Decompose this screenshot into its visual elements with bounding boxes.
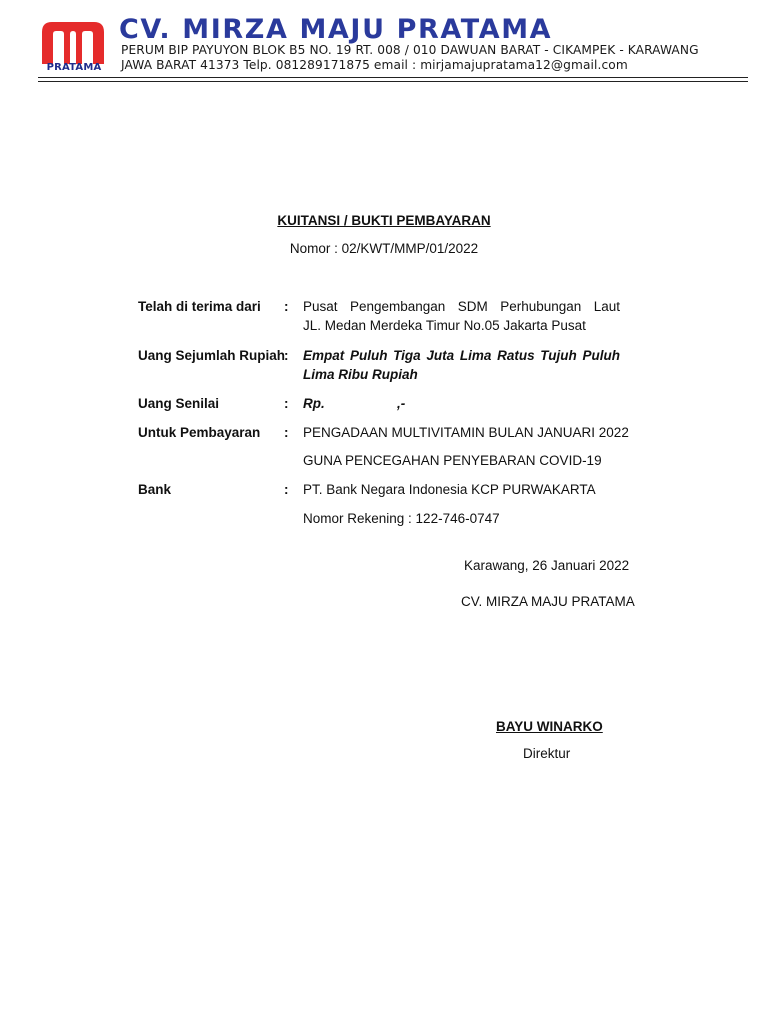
company-name: CV. MIRZA MAJU PRATAMA <box>119 14 553 45</box>
signer-name: BAYU WINARKO <box>496 719 603 734</box>
bank-account-number: Nomor Rekening : 122-746-0747 <box>303 511 500 526</box>
received-from-label: Telah di terima dari <box>138 299 261 314</box>
purpose-line1: PENGADAAN MULTIVITAMIN BULAN JANUARI 2022 <box>303 425 629 440</box>
company-address: PERUM BIP PAYUYON BLOK B5 NO. 19 RT. 008 / 010 DAWUAN BARAT - CIKAMPEK - KARAWANG <box>121 43 699 57</box>
place-date: Karawang, 26 Januari 2022 <box>464 558 630 573</box>
purpose-label: Untuk Pembayaran <box>138 425 261 440</box>
amount-suffix: ,- <box>397 396 406 411</box>
bank-label: Bank <box>138 482 172 497</box>
bank-name: PT. Bank Negara Indonesia KCP PURWAKARTA <box>303 482 596 497</box>
letterhead-rule-thin <box>38 81 748 82</box>
closing-company: CV. MIRZA MAJU PRATAMA <box>461 594 635 609</box>
received-from-address: JL. Medan Merdeka Timur No.05 Jakarta Pusat <box>303 318 586 333</box>
logo-caption: PRATAMA <box>46 62 102 73</box>
signer-title: Direktur <box>523 746 571 761</box>
bank-colon: : <box>284 482 289 497</box>
purpose-line2: GUNA PENCEGAHAN PENYEBARAN COVID-19 <box>303 453 602 468</box>
amount-words-line2: Lima Ribu Rupiah <box>303 367 418 382</box>
receipt-number: Nomor : 02/KWT/MMP/01/2022 <box>289 241 479 256</box>
purpose-colon: : <box>284 425 289 440</box>
amount-colon: : <box>284 396 289 411</box>
receipt-title: KUITANSI / BUKTI PEMBAYARAN <box>277 213 491 228</box>
received-from-name: Pusat Pengembangan SDM Perhubungan Laut <box>303 299 620 314</box>
letterhead-rule-thick <box>38 77 748 78</box>
company-contact: JAWA BARAT 41373 Telp. 081289171875 email : mirjamajupratama12@gmail.com <box>121 58 628 72</box>
amount-label: Uang Senilai <box>138 396 220 411</box>
amount-prefix: Rp. <box>303 396 325 411</box>
amount-words-label: Uang Sejumlah Rupiah <box>138 348 286 363</box>
amount-words-colon: : <box>284 348 289 363</box>
received-from-colon: : <box>284 299 289 314</box>
amount-words-line1: Empat Puluh Tiga Juta Lima Ratus Tujuh Puluh <box>303 348 620 363</box>
